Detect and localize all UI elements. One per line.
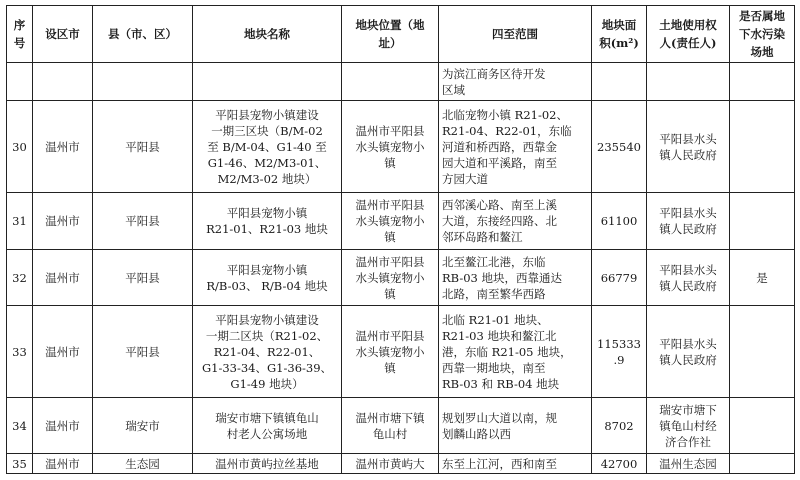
parcel-name-cell: 平阳县宠物小镇建设 一期三区块（B/M-02 至 B/M-04、G1-40 至 G1-46、M2/M3-01、 M2/M3-02 地块） [193,101,342,193]
document-page [6,5,795,474]
table-row [7,101,795,193]
table-cell [193,63,342,101]
county-cell: 平阳县 [93,250,193,306]
table-cell [592,63,647,101]
county-cell: 平阳县 [93,193,193,250]
table-cell-bounds: 为滨江商务区待开发 区域 [439,63,592,101]
polluted-cell [730,306,795,398]
row-number: 35 [7,454,33,474]
polluted-cell [730,193,795,250]
location-cell: 温州市平阳县 水头镇宠物小 镇 [342,193,439,250]
owner-cell: 瑞安市塘下 镇龟山村经 济合作社 [647,398,730,454]
table-cell [342,63,439,101]
table-cell [93,63,193,101]
bounds-cell: 北临宠物小镇 R21-02、 R21-04、R22-01，东临 河道和桥西路，西靠金 园大道和平溪路，南至 方园大道 [439,101,592,193]
table-row-carry-over [7,63,795,101]
land-parcel-table [6,5,795,474]
header-cell: 是否属地 下水污染 场地 [730,6,795,63]
row-number: 34 [7,398,33,454]
row-number: 31 [7,193,33,250]
bounds-cell: 规划罗山大道以南，规 划麟山路以西 [439,398,592,454]
area-cell: 66779 [592,250,647,306]
polluted-cell [730,454,795,474]
table-row [7,193,795,250]
area-cell: 42700 [592,454,647,474]
header-cell: 地块面 积(m²) [592,6,647,63]
location-cell: 温州市平阳县 水头镇宠物小 镇 [342,250,439,306]
owner-cell: 温州生态园 [647,454,730,474]
table-row [7,398,795,454]
table-cell [33,63,93,101]
row-number: 33 [7,306,33,398]
county-cell: 平阳县 [93,101,193,193]
table-cell [7,63,33,101]
parcel-name-cell: 温州市黄屿拉丝基地 [193,454,342,474]
city-cell: 温州市 [33,398,93,454]
city-cell: 温州市 [33,101,93,193]
header-cell: 四至范围 [439,6,592,63]
polluted-cell [730,398,795,454]
city-cell: 温州市 [33,306,93,398]
row-number: 30 [7,101,33,193]
county-cell: 生态园 [93,454,193,474]
city-cell: 温州市 [33,454,93,474]
polluted-cell [730,101,795,193]
header-cell: 地块位置（地 址） [342,6,439,63]
owner-cell: 平阳县水头 镇人民政府 [647,193,730,250]
bounds-cell: 西邻溪心路、南至上溪 大道，东接经四路、北 邻环岛路和鳌江 [439,193,592,250]
location-cell: 温州市平阳县 水头镇宠物小 镇 [342,306,439,398]
table-cell [730,63,795,101]
parcel-name-cell: 平阳县宠物小镇 R/B-03、 R/B-04 地块 [193,250,342,306]
location-cell: 温州市塘下镇 龟山村 [342,398,439,454]
area-cell: 115333 .9 [592,306,647,398]
table-row [7,250,795,306]
header-row [7,6,795,63]
area-cell: 61100 [592,193,647,250]
area-cell: 235540 [592,101,647,193]
polluted-cell: 是 [730,250,795,306]
header-cell: 序 号 [7,6,33,63]
owner-cell: 平阳县水头 镇人民政府 [647,306,730,398]
city-cell: 温州市 [33,193,93,250]
county-cell: 瑞安市 [93,398,193,454]
table-cell [647,63,730,101]
owner-cell: 平阳县水头 镇人民政府 [647,101,730,193]
parcel-name-cell: 瑞安市塘下镇镇龟山 村老人公寓场地 [193,398,342,454]
bounds-cell: 北临 R21-01 地块、 R21-03 地块和鳌江北 港，东临 R21-05 地块， 西靠一期地块，南至 RB-03 和 RB-04 地块 [439,306,592,398]
city-cell: 温州市 [33,250,93,306]
parcel-name-cell: 平阳县宠物小镇 R21-01、R21-03 地块 [193,193,342,250]
table-row [7,454,795,474]
location-cell: 温州市平阳县 水头镇宠物小 镇 [342,101,439,193]
header-cell: 地块名称 [193,6,342,63]
county-cell: 平阳县 [93,306,193,398]
header-cell: 县（市、区） [93,6,193,63]
bounds-cell: 北至鳌江北港，东临 RB-03 地块，西靠通达 北路，南至繁华西路 [439,250,592,306]
header-cell: 设区市 [33,6,93,63]
table-row [7,306,795,398]
header-cell: 土地使用权 人(责任人) [647,6,730,63]
bounds-cell: 东至上江河，西和南至 [439,454,592,474]
location-cell: 温州市黄屿大 [342,454,439,474]
area-cell: 8702 [592,398,647,454]
owner-cell: 平阳县水头 镇人民政府 [647,250,730,306]
parcel-name-cell: 平阳县宠物小镇建设 一期二区块（R21-02、 R21-04、R22-01、 G1-33-34、G1-36-39、 G1-49 地块） [193,306,342,398]
row-number: 32 [7,250,33,306]
